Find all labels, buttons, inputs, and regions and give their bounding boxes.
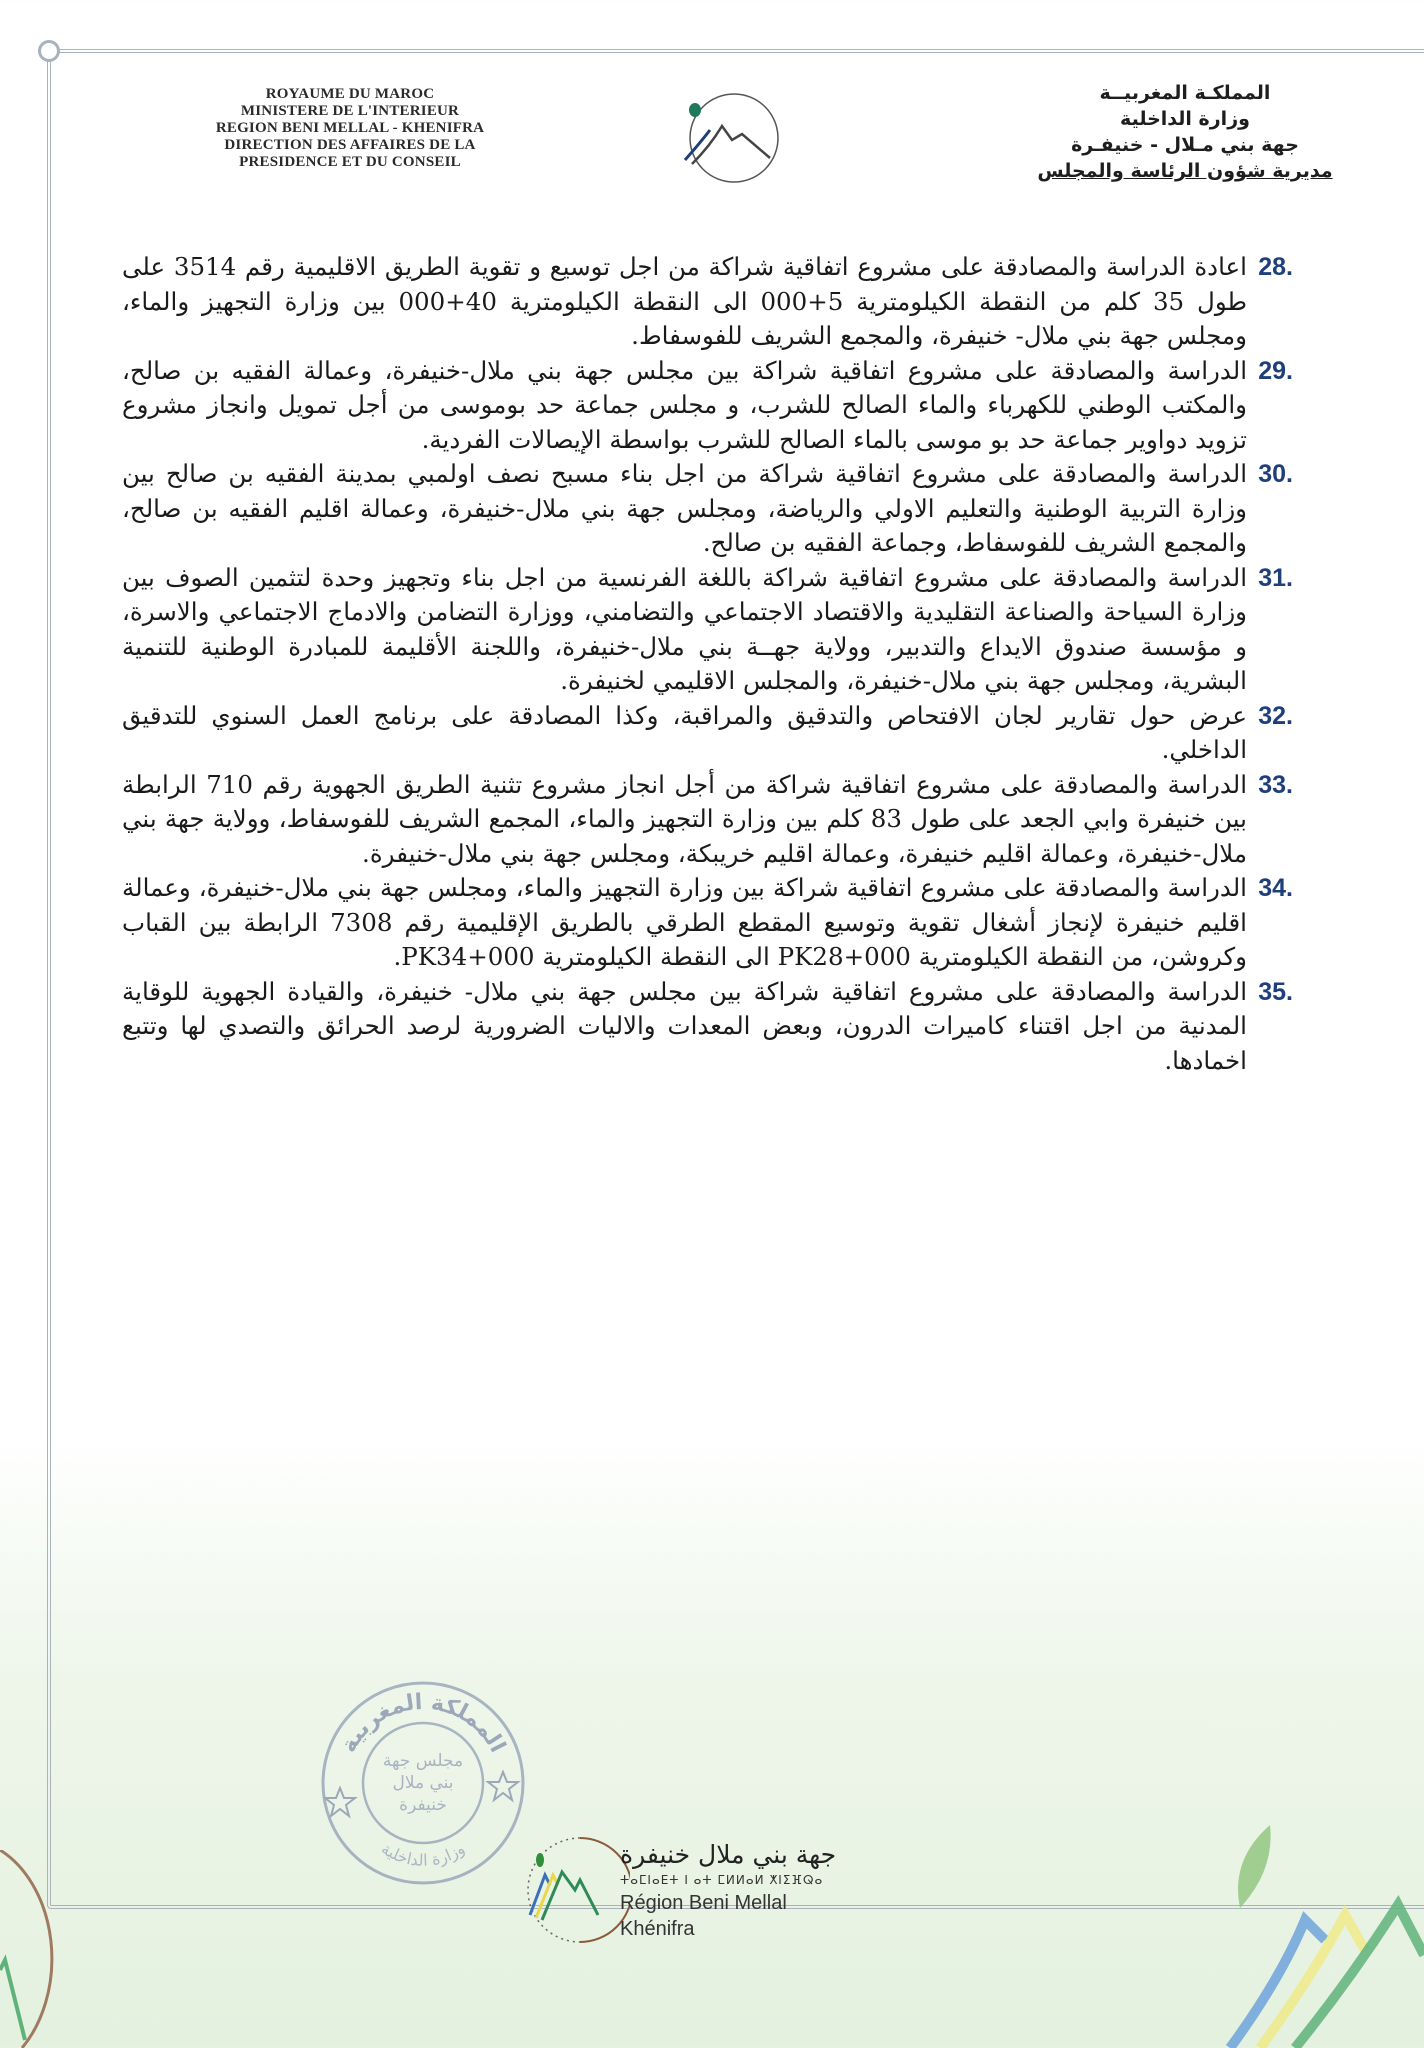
region-name-arabic: جهة بني ملال خنيفرة (620, 1840, 837, 1869)
region-name-french: Région Beni Mellal Khénifra (620, 1892, 787, 1940)
header-arabic (1010, 80, 1360, 184)
agenda-list (122, 250, 1293, 1078)
agenda-item-number: 30. (1258, 460, 1293, 488)
header-fr-line: PRESIDENCE ET DU CONSEIL (239, 154, 461, 170)
agenda-item-text: الدراسة والمصادقة على مشروع اتفاقية شراكة من أجل انجاز مشروع تثنية الطريق الجهوية رقم 710 الرابطة بين خنيفرة وابي الجعد على طول 83 كلم بين وزارة التجهيز والماء، المجمع الشريف للفوسفاط، وولاية جهة بني ملال-خنيفرة، وعمالة اقليم خنيفرة، وعمالة اقليم خريبكة، ومجلس جهة بني ملال-خنيفرة. (122, 769, 1248, 868)
stamp-outer-text: المملكة المغربية (336, 1689, 510, 1757)
stamp-bottom-text: وزارة الداخلية (377, 1838, 469, 1870)
header-ar-line: جهة بني مـلال - خنيفـرة (1071, 134, 1299, 156)
stamp-inner-line: بني ملال (392, 1773, 454, 1793)
agenda-item (122, 699, 1293, 768)
region-beni-mellal-logo-icon (520, 1830, 630, 1950)
agenda-item (122, 871, 1293, 975)
agenda-item-text: الدراسة والمصادقة على مشروع اتفاقية شراكة بين مجلس جهة بني ملال- خنيفرة، والقيادة الجهوية للوقاية المدنية من اجل اقتناء كاميرات الدرون، وبعض المعدات والاليات الضرورية لرصد الحرائق والتصدي لها وتتبع اخمادها. (122, 976, 1247, 1075)
header-fr-line: MINISTERE DE L'INTERIEUR (240, 103, 460, 119)
agenda-item (122, 250, 1293, 354)
agenda-item (122, 457, 1293, 561)
frame-corner-ornament (38, 40, 60, 62)
agenda-item-number: 29. (1258, 356, 1293, 385)
agenda-item-text: اعادة الدراسة والمصادقة على مشروع اتفاقية شراكة من اجل توسيع و تقوية الطريق الاقليمية رقم 3514 على طول 35 كلم من النقطة الكيلومترية 5+000 الى النقطة الكيلومترية 40+000 بين وزارة التجهيز والماء، ومجلس جهة بني ملال- خنيفرة، والمجمع الشريف للفوسفاط. (122, 252, 1247, 350)
header-ar-line: المملكـة المغربيــة (1099, 82, 1271, 104)
header-ar-line: مديرية شؤون الرئاسة والمجلس (1037, 160, 1333, 182)
region-mountain-logo-icon (670, 88, 790, 188)
header-fr-line: DIRECTION DES AFFAIRES DE LA (224, 137, 476, 153)
stamp-inner-line: مجلس جهة (382, 1751, 464, 1771)
agenda-item-number: 34. (1258, 874, 1293, 902)
agenda-item (122, 768, 1293, 872)
agenda-item (122, 354, 1293, 458)
stamp-inner-line: خنيفرة (399, 1795, 447, 1815)
star-icon (488, 1772, 518, 1800)
header-ar-line: وزارة الداخلية (1120, 108, 1250, 130)
agenda-item-number: 31. (1258, 563, 1293, 592)
agenda-item-text: الدراسة والمصادقة على مشروع اتفاقية شراكة من اجل بناء مسبح نصف اولمبي بمدينة الفقيه بن صالح بين وزارة التربية الوطنية والتعليم الاولي والرياضة، ومجلس جهة بني ملال-خنيفرة، وعمالة اقليم الفقيه بن صالح، والمجمع الشريف للفوسفاط، وجماعة الفقيه بن صالح. (122, 459, 1247, 557)
header-fr-line: REGION BENI MELLAL - KHENIFRA (215, 120, 485, 136)
decorative-mountain-leaf-icon (1200, 1780, 1424, 2048)
header-fr-line: ROYAUME DU MAROC (265, 86, 435, 102)
official-stamp (316, 1676, 530, 1890)
header-french (160, 86, 540, 171)
agenda-item-number: 35. (1258, 977, 1293, 1006)
region-name-tifinagh: ⵜⴰⵎⵏⴰⴹⵜ ⵏ ⴰⵜ ⵎⵍⵍⴰⵍ ⵅⵏⵉⴼⵕⴰ (620, 1873, 824, 1887)
agenda-item-number: 28. (1258, 253, 1293, 281)
region-name-block (620, 1840, 850, 1942)
star-icon (325, 1788, 355, 1816)
agenda-item-number: 32. (1258, 701, 1293, 730)
agenda-item-text: عرض حول تقارير لجان الافتحاص والتدقيق والمراقبة، وكذا المصادقة على برنامج العمل السنوي للتدقيق الداخلي. (122, 700, 1247, 764)
agenda-item-number: 33. (1258, 770, 1293, 799)
agenda-item (122, 561, 1293, 699)
decorative-mountain-arc-icon (0, 1850, 80, 2048)
agenda-item-text: الدراسة والمصادقة على مشروع اتفاقية شراكة باللغة الفرنسية من اجل بناء وتجهيز وحدة لتثمين الصوف بين وزارة السياحة والصناعة التقليدية والاقتصاد الاجتماعي والتضامني، ووزارة التضامن والادماج الاجتماعي والاسرة، و مؤسسة صندوق الايداع والتدبير، وولاية جهــة بني ملال-خنيفرة، واللجنة الأقليمة للمبادرة الوطنية للتنمية البشرية، ومجلس جهة بني ملال-خنيفرة، والمجلس الاقليمي لخنيفرة. (122, 562, 1247, 695)
agenda-item-text: الدراسة والمصادقة على مشروع اتفاقية شراكة بين مجلس جهة بني ملال-خنيفرة، وعمالة الفقيه بن صالح، والمكتب الوطني للكهرباء والماء الصالح للشرب، و مجلس جماعة حد بوموسى من أجل تمويل وانجاز مشروع تزويد دواوير جماعة حد بو موسى بالماء الصالح للشرب بواسطة الإيصالات الفردية. (122, 355, 1247, 454)
agenda-item (122, 975, 1293, 1079)
agenda-item-text: الدراسة والمصادقة على مشروع اتفاقية شراكة بين وزارة التجهيز والماء، ومجلس جهة بني ملال-خنيفرة، وعمالة اقليم خنيفرة لإنجاز أشغال تقوية وتوسيع المقطع الطرقي بالطريق الإقليمية رقم 7308 الرابطة بين القباب وكروشن، من النقطة الكيلومترية PK28+000 الى النقطة الكيلومترية PK34+000. (122, 873, 1247, 971)
